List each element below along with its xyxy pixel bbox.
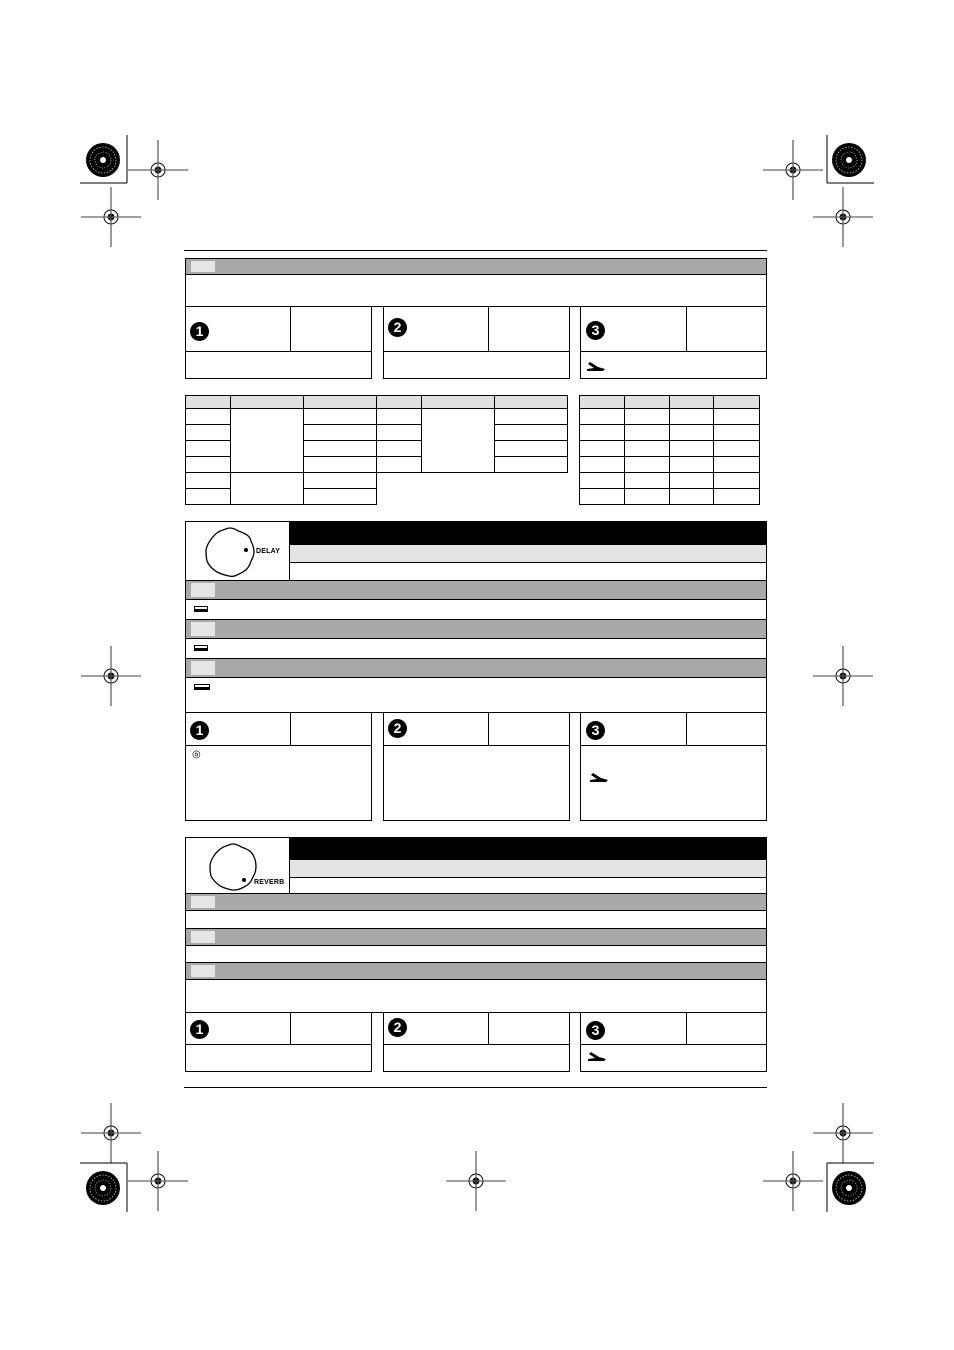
subtitle-bar	[290, 859, 766, 878]
registration-mark-icon	[128, 140, 188, 200]
step-panel-3	[580, 712, 767, 821]
registration-mark-icon	[81, 646, 141, 706]
registration-mark-icon	[128, 1151, 188, 1211]
starburst-target-icon	[86, 143, 120, 177]
registration-mark-icon	[813, 646, 873, 706]
registration-mark-icon	[813, 1103, 873, 1163]
step-number-3: 3	[586, 1021, 605, 1040]
spacer-row	[185, 997, 767, 1013]
step-number-1: 1	[190, 721, 209, 740]
parameter-table-right	[579, 395, 760, 505]
parameter-row	[185, 600, 767, 620]
knob-label: REVERB	[254, 879, 285, 886]
parameter-header-bar	[185, 658, 767, 678]
parameter-table-left	[185, 395, 568, 505]
parameter-header-bar	[185, 893, 767, 911]
step-number-2: 2	[388, 1018, 407, 1037]
expression-pedal-icon	[586, 361, 606, 373]
title-bar	[290, 522, 766, 544]
step-number-1: 1	[190, 322, 209, 341]
step-number-3: 3	[586, 721, 605, 740]
subtitle-bar	[290, 544, 766, 563]
step-panel-2	[383, 712, 570, 821]
slider-icon	[194, 645, 208, 651]
registration-mark-icon	[763, 1151, 823, 1211]
knob-label: DELAY	[256, 548, 281, 555]
parameter-header-bar	[185, 962, 767, 980]
starburst-target-icon	[86, 1171, 120, 1205]
title-bar	[290, 838, 766, 859]
step-panel-3	[580, 1012, 767, 1072]
slider-icon	[194, 684, 210, 690]
delay-header-box	[185, 521, 767, 581]
parameter-header-bar	[185, 928, 767, 946]
starburst-target-icon	[832, 143, 866, 177]
header-rule	[184, 250, 767, 251]
parameter-row	[185, 946, 767, 963]
parameter-row	[185, 911, 767, 929]
expression-pedal-icon	[589, 772, 609, 784]
step-panel-2	[383, 306, 570, 379]
step-panel-2	[383, 1012, 570, 1072]
registration-mark-icon	[81, 1103, 141, 1163]
registration-mark-icon	[763, 140, 823, 200]
rotary-knob-icon	[204, 526, 256, 578]
step-number-1: 1	[190, 1020, 209, 1039]
parameter-row	[185, 678, 767, 698]
footer-rule	[184, 1087, 767, 1088]
step-panel-3	[580, 306, 767, 379]
registration-mark-icon	[813, 187, 873, 247]
bullet-icon: ◎	[192, 749, 201, 760]
parameter-header-bar	[185, 619, 767, 639]
expression-pedal-icon	[587, 1051, 607, 1063]
slider-icon	[194, 606, 208, 612]
starburst-target-icon	[832, 1171, 866, 1205]
step-number-2: 2	[388, 318, 407, 337]
parameter-header-bar	[185, 580, 767, 600]
spacer-row	[185, 697, 767, 713]
parameter-row	[185, 980, 767, 998]
parameter-row	[185, 639, 767, 659]
step-panel-1	[185, 306, 372, 379]
step-number-2: 2	[388, 719, 407, 738]
registration-mark-icon	[446, 1151, 506, 1211]
description-row	[185, 275, 767, 307]
step-panel-1	[185, 712, 372, 821]
section-header-bar	[185, 258, 767, 275]
step-panel-1	[185, 1012, 372, 1072]
reverb-header-box	[185, 837, 767, 894]
step-number-3: 3	[586, 321, 605, 340]
rotary-knob-icon	[208, 842, 258, 892]
registration-mark-icon	[81, 187, 141, 247]
